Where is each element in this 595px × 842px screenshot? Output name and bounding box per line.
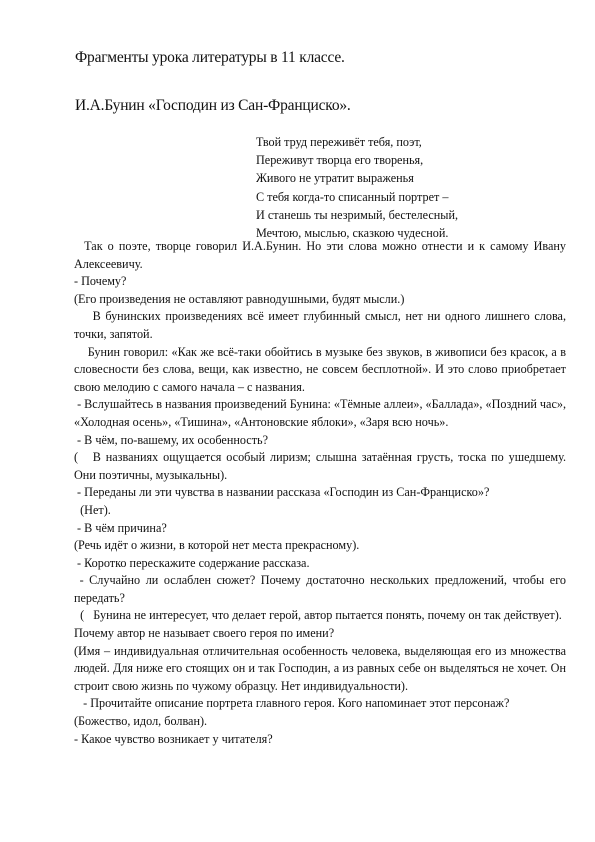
paragraph-answer: (Его произведения не оставляют равнодушными, будят мысли.) [74, 291, 405, 306]
paragraph-question: Почему автор не называет своего героя по имени? [74, 626, 335, 641]
paragraph-answer: (Имя – индивидуальная отличительная особенность человека, выделяющая его из множества людей. Для ниже его стоящих он и так Господин, а из равных себе он выделяться не хочет. Он строит свою жизнь по чужому образцу. Нет индивидуальности). [74, 643, 570, 693]
paragraph-answer: (Речь идёт о жизни, в которой нет места прекрасному). [74, 538, 360, 553]
poem-line: Мечтою, мыслью, сказкою чудесной. [256, 226, 449, 241]
poem-line: Переживут творца его творенья, [256, 153, 424, 168]
document-subtitle: И.А.Бунин «Господин из Сан-Франциско». [75, 97, 351, 114]
paragraph-question: - Какое чувство возникает у читателя? [74, 731, 273, 746]
paragraph-text: В бунинских произведениях всё имеет глубинный смысл, нет ни одного лишнего слова, точки, запятой. [74, 309, 570, 341]
poem-line: С тебя когда-то списанный портрет – [256, 189, 449, 204]
paragraph-task: - Вслушайтесь в названия произведений Бунина: «Тёмные аллеи», «Баллада», «Поздний час», «Холодная осень», «Тишина», «Антоновские яблоки», «Заря всю ночь». [74, 397, 570, 429]
paragraph-question: - Случайно ли ослаблен сюжет? Почему достаточно нескольких предложений, чтобы его передать? [74, 573, 570, 605]
paragraph-question: - Переданы ли эти чувства в названии рассказа «Господин из Сан-Франциско»? [74, 485, 490, 500]
paragraph-question: - Почему? [74, 274, 127, 289]
paragraph-answer: ( В названиях ощущается особый лиризм; слышна затаённая грусть, тоска по ушедшему. Они поэтичны, музыкальны). [74, 450, 573, 482]
paragraph-answer: ( Бунина не интересует, что делает герой, автор пытается понять, почему он так действует). [74, 608, 562, 623]
poem-line: Живого не утратит выраженья [256, 171, 414, 186]
epigraph-poem [256, 133, 458, 242]
paragraph-quote: Бунин говорил: «Как же всё-таки обойтись в музыке без звуков, в живописи без красок, а в словесности без слова, вещи, как известно, не совсем бесплотной». И это слово приобретает свою мелодию с самого начала – с названия. [74, 344, 570, 394]
paragraph-answer: (Божество, идол, болван). [74, 714, 208, 729]
document-title: Фрагменты урока литературы в 11 классе. [75, 49, 345, 66]
paragraph-task: - Коротко перескажите содержание рассказа. [74, 555, 310, 570]
paragraph-question: - В чём причина? [74, 520, 167, 535]
paragraph-answer: (Нет). [74, 502, 111, 517]
paragraph-intro: Так о поэте, творце говорил И.А.Бунин. Но эти слова можно отнести и к самому Ивану Алексеевичу. [74, 239, 570, 271]
lesson-body [74, 238, 573, 748]
paragraph-task: - Прочитайте описание портрета главного героя. Кого напоминает этот персонаж? [74, 696, 510, 711]
paragraph-question: - В чём, по-вашему, их особенность? [74, 432, 268, 447]
poem-line: Твой труд переживёт тебя, поэт, [256, 135, 422, 149]
poem-line: И станешь ты незримый, бестелесный, [256, 207, 459, 222]
